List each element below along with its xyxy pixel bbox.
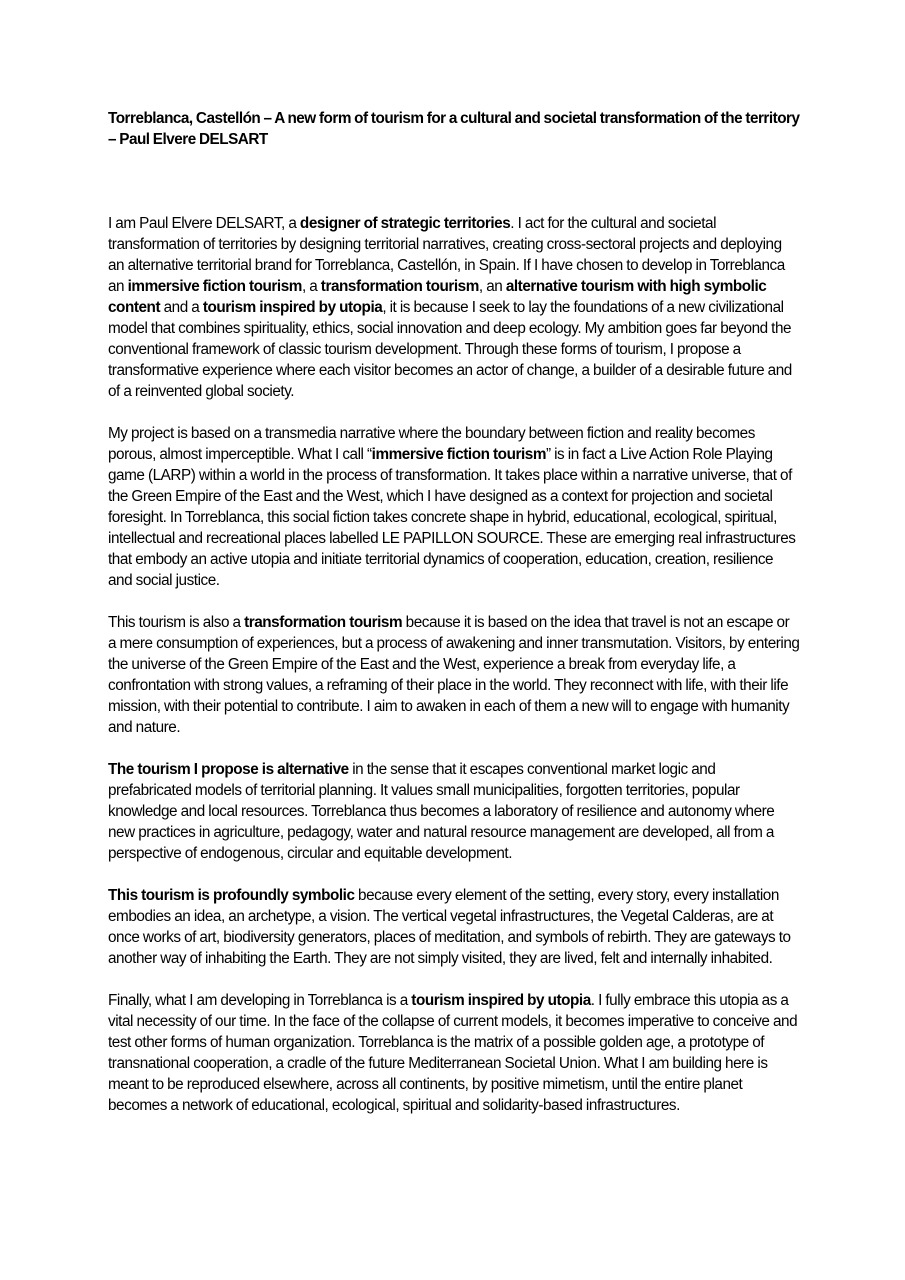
text-run: This tourism is also a	[108, 614, 245, 631]
text-run: ” is in fact a Live Action Role Playing game (LARP) within a world in the process of transformation. It takes place within a narrative universe, that of the Green Empire of the East and the West, which I have designed as a context for projection and societal foresight. In Torreblanca, this social fiction takes concrete shape in hybrid, educational, ecological, spiritual, intellectual and recreational places labelled LE PAPILLON SOURCE. These are emerging real infrastructures that embody an active utopia and initiate territorial dynamics of cooperation, education, creation, resilience and social justice.	[108, 446, 796, 589]
bold-phrase: transformation tourism	[320, 278, 479, 295]
text-run: . I fully embrace this utopia as a vital necessity of our time. In the face of the collapse of current models, it becomes imperative to conceive and test other forms of human organization. Torreblanca is the matrix of a possible golden age, a prototype of transnational cooperation, a cradle of the future Mediterranean Societal Union. What I am building here is meant to be reproduced elsewhere, across all continents, by positive mimetism, until the entire planet becomes a network of educational, ecological, spiritual and solidarity-based infrastructures.	[108, 992, 798, 1114]
text-run: , an	[478, 278, 506, 295]
document-title: Torreblanca, Castellón – A new form of tourism for a cultural and societal transformation of the territory – Paul Elvere DELSART	[108, 110, 800, 148]
bold-phrase: transformation tourism	[244, 614, 403, 631]
bold-phrase: alternative tourism with high symbolic content	[108, 278, 767, 316]
text-run: , a	[301, 278, 321, 295]
bold-phrase: tourism inspired by utopia	[202, 299, 383, 316]
text-run: My project is based on a transmedia narrative where the boundary between fiction and reality becomes porous, almost imperceptible. What I call “	[108, 425, 755, 463]
body-paragraph	[108, 612, 800, 738]
bold-phrase: immersive fiction tourism	[371, 446, 546, 463]
text-run: I am Paul Elvere DELSART, a	[108, 215, 300, 232]
body-paragraph	[108, 213, 800, 402]
text-run: because it is based on the idea that travel is not an escape or a mere consumption of experiences, but a process of awakening and inner transmutation. Visitors, by entering the universe of the Green Empire of the East and the West, experience a break from everyday life, a confrontation with strong values, a reframing of their place in the world. They reconnect with life, with their life mission, with their potential to contribute. I aim to awaken in each of them a new will to engage with humanity and nature.	[108, 614, 800, 736]
bold-phrase: The tourism I propose is alternative	[108, 761, 349, 778]
body-paragraph	[108, 759, 800, 864]
body-paragraph	[108, 990, 800, 1116]
text-run: Finally, what I am developing in Torreblanca is a	[108, 992, 412, 1009]
body-paragraph	[108, 885, 800, 969]
bold-phrase: immersive fiction tourism	[127, 278, 302, 295]
text-run: because every element of the setting, every story, every installation embodies an idea, an archetype, a vision. The vertical vegetal infrastructures, the Vegetal Calderas, are at once works of art, biodiversity generators, places of meditation, and symbols of rebirth. They are gateways to another way of inhabiting the Earth. They are not simply visited, they are lived, felt and internally inhabited.	[108, 887, 791, 967]
bold-phrase: This tourism is profoundly symbolic	[108, 887, 355, 904]
text-run: , it is because I seek to lay the foundations of a new civilizational model that combines spirituality, ethics, social innovation and deep ecology. My ambition goes far beyond the conventional framework of classic tourism development. Through these forms of tourism, I propose a transformative experience where each visitor becomes an actor of change, a builder of a desirable future and of a reinvented global society.	[108, 299, 792, 400]
text-run: . I act for the cultural and societal transformation of territories by designing territorial narratives, creating cross-sectoral projects and deploying an alternative territorial brand for Torreblanca, Castellón, in Spain. If I have chosen to develop in Torreblanca an	[108, 215, 785, 295]
bold-phrase: tourism inspired by utopia	[411, 992, 591, 1009]
bold-phrase: designer of strategic territories	[299, 215, 511, 232]
text-run: in the sense that it escapes conventional market logic and prefabricated models of territorial planning. It values small municipalities, forgotten territories, popular knowledge and local resources. Torreblanca thus becomes a laboratory of resilience and autonomy where new practices in agriculture, pedagogy, water and natural resource management are developed, all from a perspective of endogenous, circular and equitable development.	[108, 761, 775, 862]
text-run: and a	[160, 299, 203, 316]
body-paragraph	[108, 423, 800, 591]
document-body	[108, 213, 800, 1137]
